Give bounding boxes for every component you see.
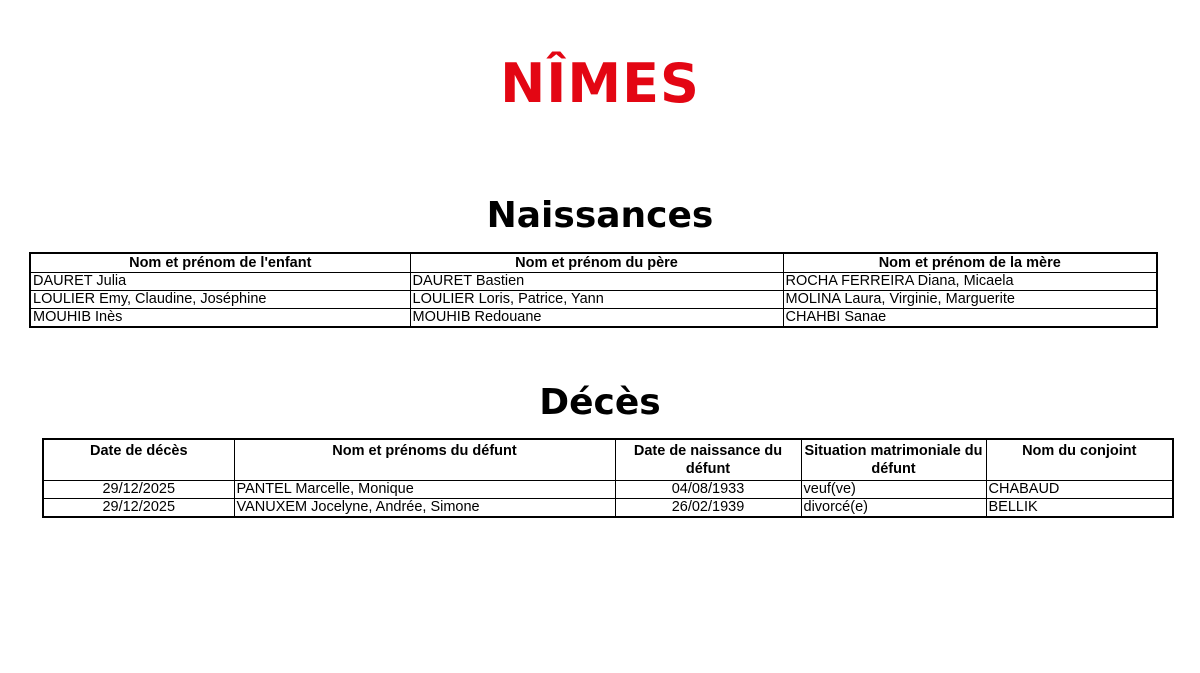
- table-row: [43, 481, 1173, 499]
- child-name: DAURET Julia: [30, 273, 410, 291]
- marital-status: divorcé(e): [801, 499, 986, 518]
- header-deceased-name: Nom et prénoms du défunt: [234, 439, 615, 481]
- deaths-title: Décès: [539, 382, 661, 423]
- child-name: MOUHIB Inès: [30, 309, 410, 328]
- header-child-name: Nom et prénom de l'enfant: [30, 253, 410, 273]
- header-death-date: Date de décès: [43, 439, 234, 481]
- table-row: [30, 291, 1157, 309]
- births-table: [29, 252, 1158, 328]
- births-title: Naissances: [486, 195, 714, 236]
- header-spouse-name: Nom du conjoint: [986, 439, 1173, 481]
- deceased-name: PANTEL Marcelle, Monique: [234, 481, 615, 499]
- father-name: LOULIER Loris, Patrice, Yann: [410, 291, 783, 309]
- header-mother-name: Nom et prénom de la mère: [783, 253, 1157, 273]
- deaths-header-row: [43, 439, 1173, 481]
- table-row: [30, 273, 1157, 291]
- city-logo: NÎMES: [500, 52, 700, 115]
- deaths-table: [42, 438, 1174, 518]
- table-row: [30, 309, 1157, 328]
- father-name: DAURET Bastien: [410, 273, 783, 291]
- marital-status: veuf(ve): [801, 481, 986, 499]
- header-father-name: Nom et prénom du père: [410, 253, 783, 273]
- mother-name: MOLINA Laura, Virginie, Marguerite: [783, 291, 1157, 309]
- header-birth-date: Date de naissance du défunt: [615, 439, 801, 481]
- mother-name: CHAHBI Sanae: [783, 309, 1157, 328]
- child-name: LOULIER Emy, Claudine, Joséphine: [30, 291, 410, 309]
- mother-name: ROCHA FERREIRA Diana, Micaela: [783, 273, 1157, 291]
- death-date: 29/12/2025: [43, 481, 234, 499]
- spouse-name: CHABAUD: [986, 481, 1173, 499]
- deceased-name: VANUXEM Jocelyne, Andrée, Simone: [234, 499, 615, 518]
- death-date: 29/12/2025: [43, 499, 234, 518]
- birth-date: 04/08/1933: [615, 481, 801, 499]
- birth-date: 26/02/1939: [615, 499, 801, 518]
- spouse-name: BELLIK: [986, 499, 1173, 518]
- father-name: MOUHIB Redouane: [410, 309, 783, 328]
- header-marital-status: Situation matrimoniale du défunt: [801, 439, 986, 481]
- births-header-row: [30, 253, 1157, 273]
- table-row: [43, 499, 1173, 518]
